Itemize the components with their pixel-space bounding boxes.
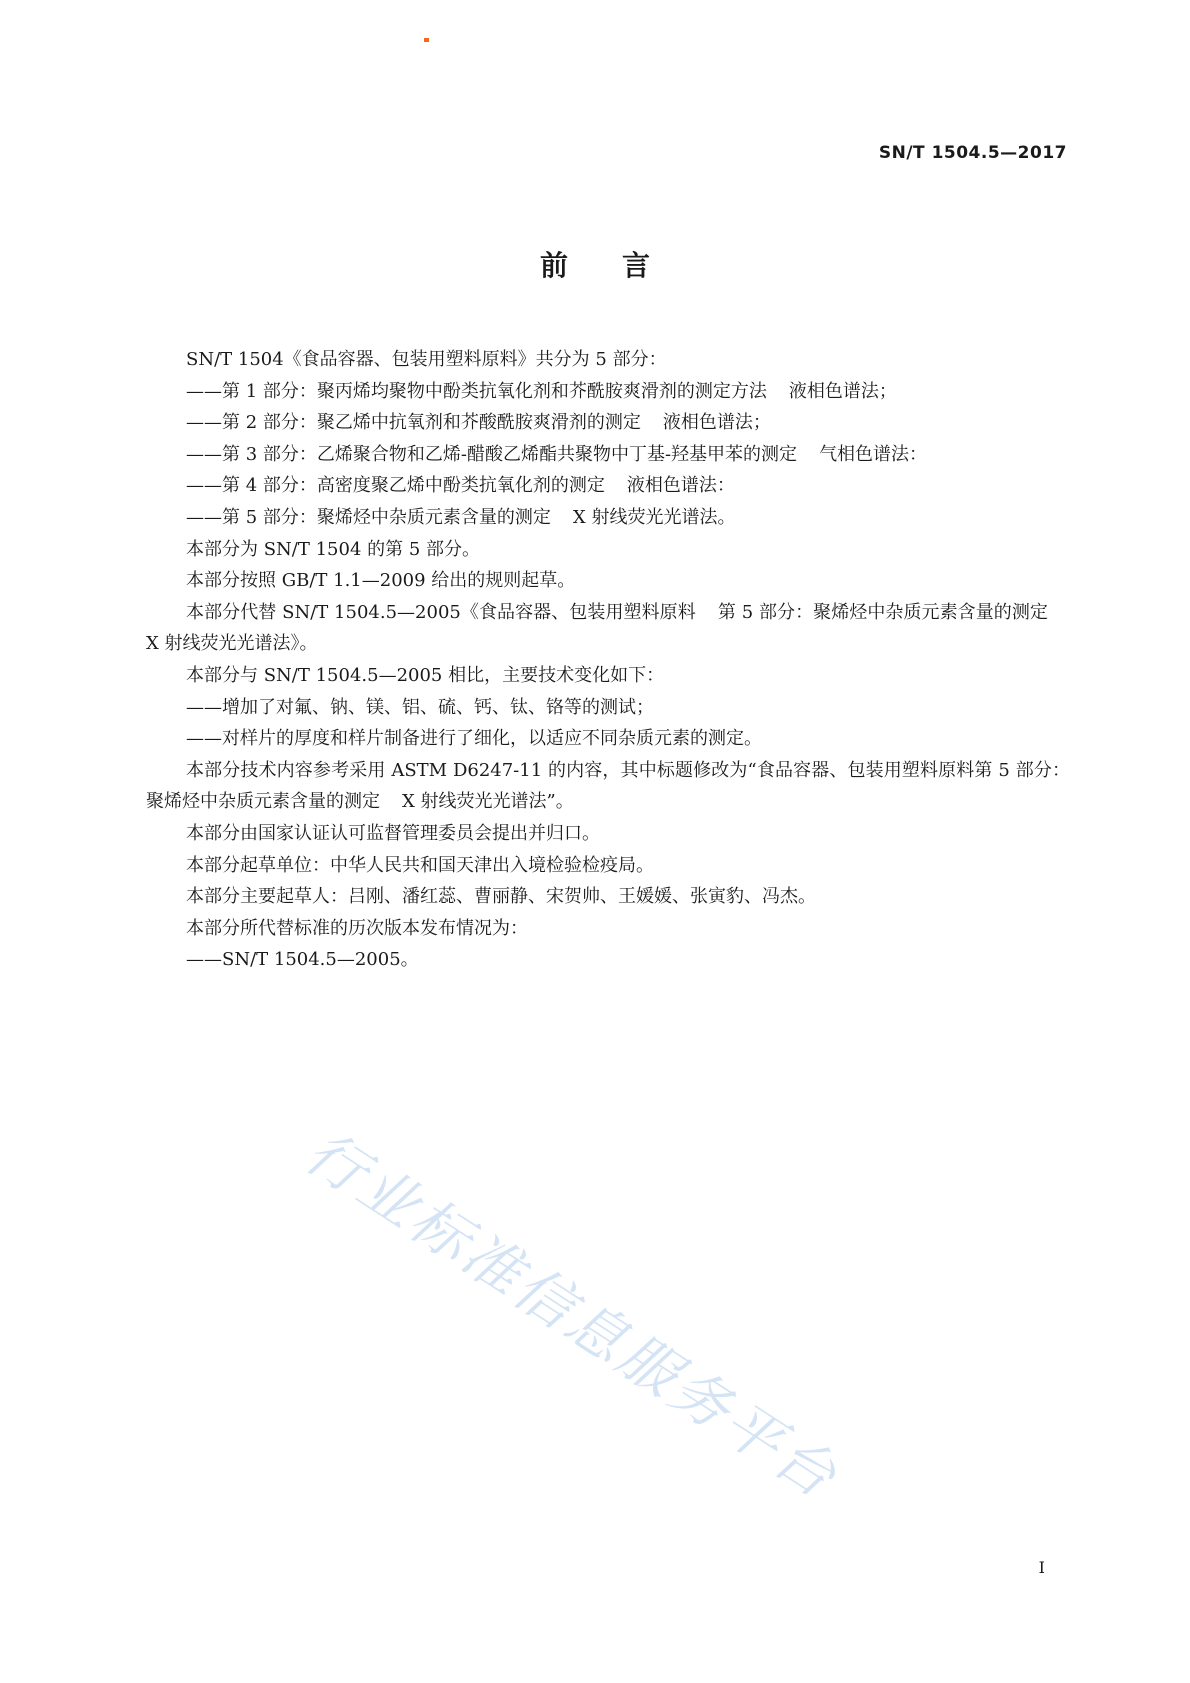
- paragraph-part-statement: 本部分为 SN/T 1504 的第 5 部分。: [186, 538, 481, 560]
- foreword-body: [146, 344, 1070, 976]
- list-item-part4: ——第 4 部分：高密度聚乙烯中酚类抗氧化剂的测定 液相色谱法：: [186, 475, 735, 497]
- list-item-part1: ——第 1 部分：聚丙烯均聚物中酚类抗氧化剂和芥酰胺爽滑剂的测定方法 液相色谱法；: [186, 380, 897, 402]
- list-item-change1: ——增加了对氟、钠、镁、铝、硫、钙、钛、铬等的测试；: [186, 696, 654, 718]
- watermark: 行业标准信息服务平台: [293, 1117, 851, 1513]
- paragraph-drafters: 本部分主要起草人：吕刚、潘红蕊、曹丽静、宋贺帅、王媛媛、张寅豹、冯杰。: [186, 886, 816, 908]
- page-number: I: [1038, 1558, 1045, 1577]
- paragraph-history-intro: 本部分所代替标准的历次版本发布情况为：: [186, 917, 528, 939]
- list-item-history: ——SN/T 1504.5—2005。: [186, 949, 419, 971]
- page-title: 前言: [539, 249, 704, 282]
- paragraph-replaces: 本部分代替 SN/T 1504.5—2005《食品容器、包装用塑料原料 第 5 部分：聚烯烃中杂质元素含量的测定X 射线荧光光谱法》。: [146, 601, 1048, 655]
- paragraph-proposed-by: 本部分由国家认证认可监督管理委员会提出并归口。: [186, 822, 600, 844]
- standard-number: SN/T 1504.5—2017: [878, 143, 1067, 163]
- list-item-part5: ——第 5 部分：聚烯烃中杂质元素含量的测定 X 射线荧光光谱法。: [186, 506, 736, 528]
- paragraph-reference-standard: 本部分技术内容参考采用 ASTM D6247-11 的内容，其中标题修改为“食品容器、包装用塑料原料第 5 部分：聚烯烃中杂质元素含量的测定 X 射线荧光光谱法”。: [146, 759, 1070, 813]
- list-item-change2: ——对样片的厚度和样片制备进行了细化，以适应不同杂质元素的测定。: [186, 728, 762, 750]
- paragraph-drafting-unit: 本部分起草单位：中华人民共和国天津出入境检验检疫局。: [186, 854, 654, 876]
- paragraph-changes-intro: 本部分与 SN/T 1504.5—2005 相比，主要技术变化如下：: [186, 664, 665, 686]
- list-item-part3: ——第 3 部分：乙烯聚合物和乙烯-醋酸乙烯酯共聚物中丁基-羟基甲苯的测定 气相色谱法：: [186, 443, 928, 465]
- paragraph-drafting-rules: 本部分按照 GB/T 1.1—2009 给出的规则起草。: [186, 570, 576, 592]
- list-item-part2: ——第 2 部分：聚乙烯中抗氧剂和芥酸酰胺爽滑剂的测定 液相色谱法；: [186, 412, 771, 434]
- paragraph-intro: SN/T 1504《食品容器、包装用塑料原料》共分为 5 部分：: [186, 349, 667, 370]
- orange-mark: [424, 38, 429, 42]
